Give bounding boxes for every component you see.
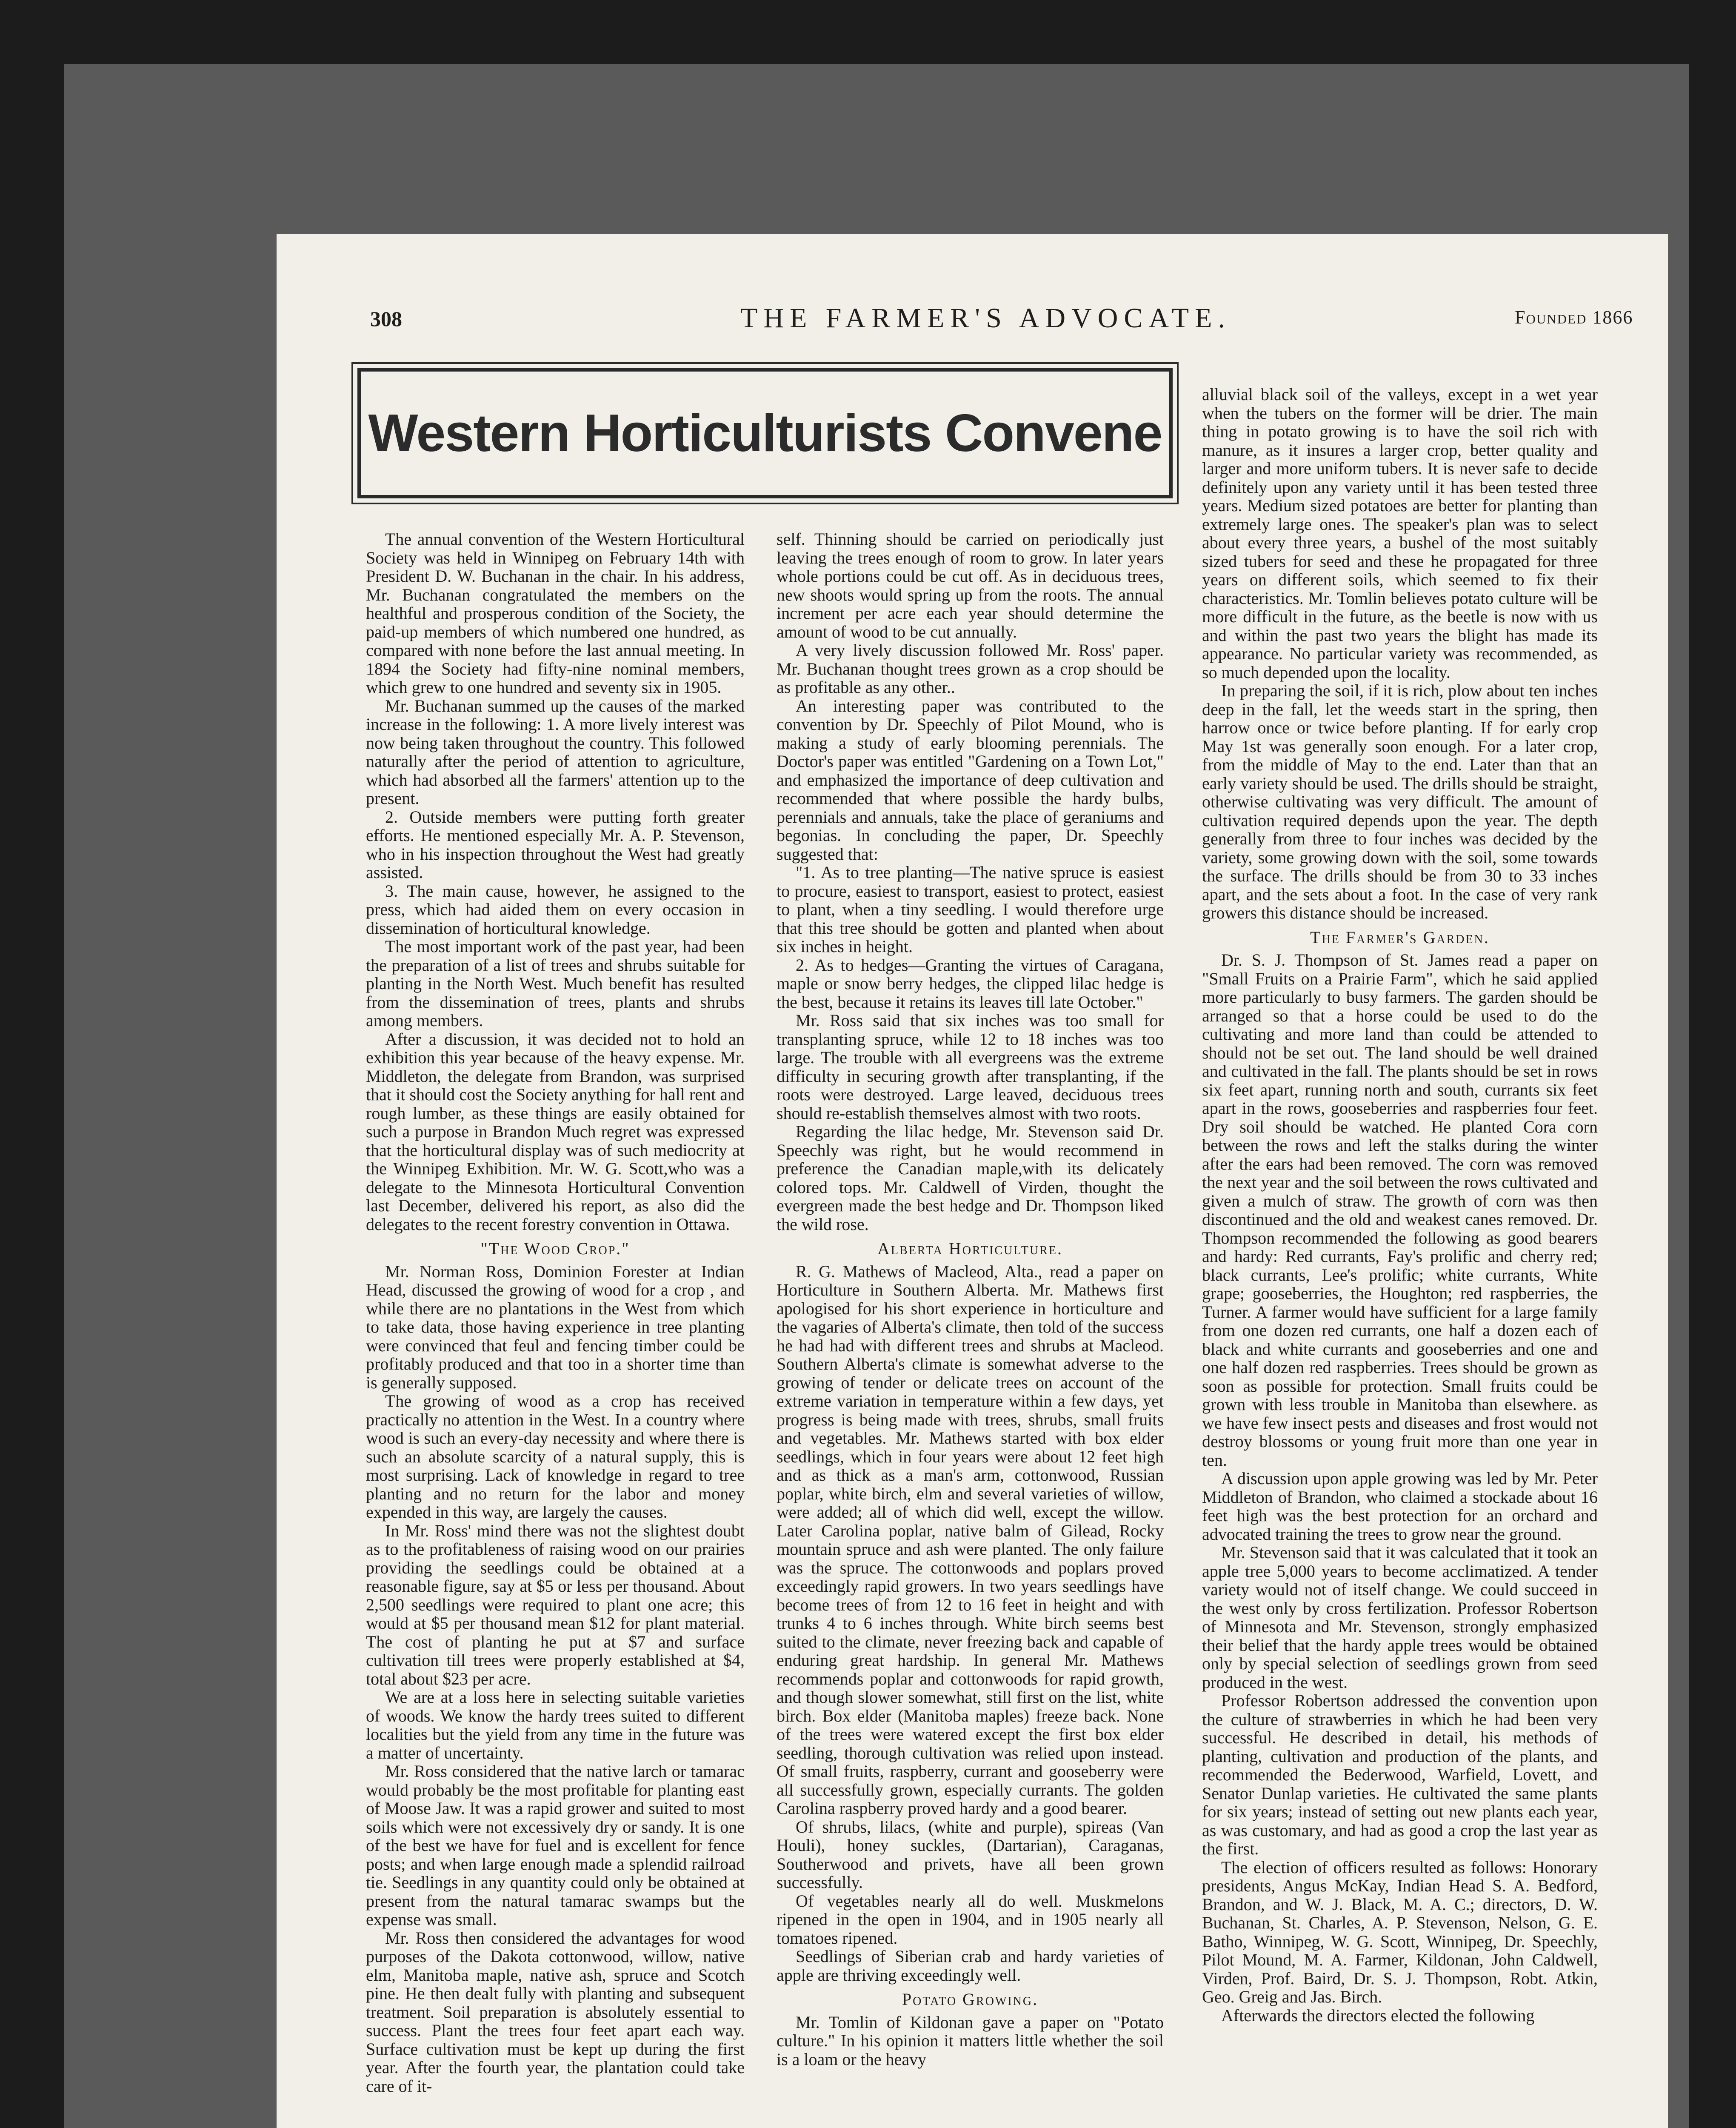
paragraph: Regarding the lilac hedge, Mr. Stevenson said Dr. Speechly was right, but he would recommend in preference the Canadian maple,with its delicately colored tops. Mr. Caldwell of Virden, thought the evergreen made the best hedge and Dr. Thompson liked the wild rose. [777,1122,1164,1234]
founded-note: Founded 1866 [1515,307,1633,328]
paragraph: A very lively discussion followed Mr. Ross' paper. Mr. Buchanan thought trees grown as a crop should be as profitable as any other.. [777,641,1164,697]
paragraph: Professor Robertson addressed the convention upon the culture of strawberries in which he had been very successful. He described in detail, his methods of planting, cultivation and production of the plants, and recommended the Bederwood, Warfield, Lovett, and Senator Dunlap varieties. He cultivated the same plants for six years; instead of setting out new plants each year, as was customary, and had as good a crop the last year as the first. [1202,1691,1598,1858]
paragraph: Seedlings of Siberian crab and hardy varieties of apple are thriving exceedingly well. [777,1947,1164,1985]
paragraph: Of vegetables nearly all do well. Muskmelons ripened in the open in 1904, and in 1905 nearly all tomatoes ripened. [777,1891,1164,1948]
paragraph: The growing of wood as a crop has received practically no attention in the West. In a country where wood is such an every-day necessity and where there is such an absolute scarcity of a natural supply, this is most surprising. Lack of knowledge in regard to tree planting and no return for the labor and money expended in this way, are largely the causes. [366,1391,745,1522]
paragraph: After a discussion, it was decided not to hold an exhibition this year because of the heavy expense. Mr. Middleton, the delegate from Brandon, was surprised that it should cost the Society anything for hall rent and rough lumber, as these things are easily obtained for such a purpose in Brandon Much regret was expressed that the horticultural display was of such mediocrity at the Winnipeg Exhibition. Mr. W. G. Scott,who was a delegate to the Minnesota Horticultural Convention last December, delivered his report, as also did the delegates to the recent forestry convention in Ottawa. [366,1029,745,1234]
paragraph: self. Thinning should be carried on periodically just leaving the trees enough of room to grow. In later years whole portions could be cut off. As in deciduous trees, new shoots would spring up from the roots. The annual increment per acre each year should determine the amount of wood to be cut annually. [777,529,1164,641]
section-heading: The Farmer's Garden. [1310,927,1490,947]
paragraph: The annual convention of the Western Horticultural Society was held in Winnipeg on February 14th with President D. W. Buchanan in the chair. In his address, Mr. Buchanan congratulated the members on the healthful and prosperous condition of the Society, the paid-up members of which numbered one hundred, as compared with none before the last annual meeting. In 1894 the Society had fifty-nine nominal members, which grew to one hundred and seventy six in 1905. [366,529,745,697]
paragraph: In Mr. Ross' mind there was not the slightest doubt as to the profitableness of raising wood on our prairies providing the seedlings could be obtained at a reasonable figure, say at $5 or less per thousand. About 2,500 seedlings were required to plant one acre; this would at $5 per thousand mean $12 for plant material. The cost of planting he put at $7 and surface cultivation till trees were properly established at $4, total about $23 per acre. [366,1521,745,1688]
section-heading: Potato Growing. [902,1990,1039,2009]
paragraph: In preparing the soil, if it is rich, plow about ten inches deep in the fall, let the weeds start in the spring, then harrow once or twice before planting. If for early crop May 1st was generally soon enough. For a later crop, from the middle of May to the end. Later than that an early variety should be used. The drills should be straight, otherwise cultivating was very difficult. The amount of cultivation required depends upon the year. The depth generally from three to four inches was decided by the variety, some growing down with the soil, some towards the surface. The drills should be from 30 to 33 inches apart, and the sets about a foot. In the case of very rank growers this distance should be increased. [1202,681,1598,922]
paragraph: Afterwards the directors elected the following [1221,2005,1535,2025]
paragraph: alluvial black soil of the valleys, except in a wet year when the tubers on the former will be drier. The main thing in potato growing is to have the soil rich with manure, as it insures a larger crop, better quality and larger and more uniform tubers. It is never safe to decide definitely upon any variety until it has been tested three years. Medium sized potatoes are better for planting than extremely large ones. The speaker's plan was to select about every three years, a bushel of the most suitably sized tubers for seed and these he propagated for three years on different soils, which seemed to fix their characteristics. Mr. Tomlin believes potato culture will be more difficult in the future, as the beetle is now with us and within the past two years the blight has made its appearance. No particular variety was recommended, as so much depended upon the locality. [1202,385,1598,682]
paragraph: Mr. Buchanan summed up the causes of the marked increase in the following: 1. A more lively interest was now being taken throughout the country. This followed naturally after the period of attention to agriculture, which had absorbed all the farmers' attention up to the present. [366,696,745,808]
paragraph: 2. Outside members were putting forth greater efforts. He mentioned especially Mr. A. P. Stevenson, who in his inspection throughout the West had greatly assisted. [366,807,745,882]
paragraph: A discussion upon apple growing was led by Mr. Peter Middleton of Brandon, who claimed a stockade about 16 feet high was the best protection for an orchard and advocated training the trees to grow near the ground. [1202,1469,1598,1544]
journal-title: THE FARMER'S ADVOCATE. [740,303,1231,334]
paragraph: Mr. Ross considered that the native larch or tamarac would probably be the most profitable for planting east of Moose Jaw. It was a rapid grower and suited to most soils which were not excessively dry or sandy. It is one of the best we have for fuel and is excellent for fence posts; and when large enough made a splendid railroad tie. Seedlings in any quantity could only be obtained at present from the natural tamarac swamps but the expense was small. [366,1762,745,1929]
column-2 [777,530,1164,2068]
column-1 [366,530,745,2095]
paragraph: We are at a loss here in selecting suitable varieties of woods. We know the hardy trees suited to different localities but the yield from any time in the future was a matter of uncertainty. [366,1688,745,1762]
paragraph: R. G. Mathews of Macleod, Alta., read a paper on Horticulture in Southern Alberta. Mr. Mathews first apologised for his short experience in horticulture and the vagaries of Alberta's climate, then told of the success he had had with different trees and shrubs at Macleod. Southern Alberta's climate is somewhat adverse to the growing of tender or delicate trees on account of the extreme variation in temperature within a few days, yet progress is being made with trees, shrubs, small fruits and vegetables. Mr. Mathews started with box elder seedlings, which in four years were about 12 feet high and as thick as a man's arm, cottonwood, Russian poplar, white birch, elm and several varieties of willow, were added; all of which did well, except the willow. Later Carolina poplar, native balm of Gilead, Rocky mountain spruce and ash were planted. The only failure was the spruce. The cottonwoods and poplars proved exceedingly rapid growers. In two years seedlings have become trees of from 12 to 16 feet in height and with trunks 4 to 6 inches through. White birch seems best suited to the climate, never freezing back and capable of enduring great hardship. In general Mr. Mathews recommends poplar and cottonwoods for rapid growth, and though slower somewhat, still first on the list, white birch. Box elder (Manitoba maples) freeze back. None of the trees were watered except the first box elder seedling, thorough cultivation was relied upon instead. Of small fruits, raspberry, currant and gooseberry were all successfully grown, especially currants. The golden Carolina raspberry proved hardy and a good bearer. [777,1261,1164,1818]
page-number: 308 [370,307,402,331]
paragraph: 3. The main cause, however, he assigned to the press, which had aided them on every occasion in dissemination of horticultural knowledge. [366,881,745,938]
paragraph: 2. As to hedges—Granting the virtues of Caragana, maple or snow berry hedges, the clipped lilac hedge is the best, because it retains its leaves till late October." [777,955,1164,1012]
paragraph: Mr. Stevenson said that it was calculated that it took an apple tree 5,000 years to become acclimatized. A tender variety would not of itself change. We could succeed in the west only by cross fertilization. Professor Robertson of Minnesota and Mr. Stevenson, strongly emphasized their belief that the hardy apple trees would be obtained only by special selection of seedlings grown from seed produced in the west. [1202,1543,1598,1692]
article-title: Western Horticulturists Convene [368,404,1162,463]
column-3 [1202,385,1598,2025]
paragraph: Of shrubs, lilacs, (white and purple), spireas (Van Houli), honey suckles, (Dartarian), Caraganas, Southerwood and privets, have all been grown successfully. [777,1817,1164,1892]
paragraph: Mr. Ross said that six inches was too small for transplanting spruce, while 12 to 18 inches was too large. The trouble with all evergreens was the extreme difficulty in securing growth after transplanting, if the roots were destroyed. Large leaved, deciduous trees should re-establish themselves almost with two roots. [777,1011,1164,1123]
paragraph: Dr. S. J. Thompson of St. James read a paper on "Small Fruits on a Prairie Farm", which he said applied more particularly to busy farmers. The garden should be arranged so that a horse could be used to do the cultivating and more land than could be attended to should not be set out. The land should be well drained and cultivated in the fall. The plants should be set in rows six feet apart, running north and south, currants six feet apart in the rows, gooseberries and raspberries four feet. Dry soil should be watched. He planted Cora corn between the rows and left the stalks during the winter after the ears had been removed. The corn was removed the next year and the soil between the rows cultivated and given a mulch of straw. The growth of corn was then discontinued and the old and weakest canes removed. Dr. Thompson recommended the following as good bearers and hardy: Red currants, Fay's prolific and cherry red; black currants, Lee's prolific; white currants, White grape; gooseberries, the Houghton; red raspberries, the Turner. A farmer would have sufficient for a large family from one dozen red currants, one half a dozen each of black and white currants and gooseberries and one and one half dozen red raspberries. Trees should be grown as soon as possible for protection. Small fruits could be grown with less trouble in Manitoba than elsewhere. as we have few insect pests and diseases and frost would not destroy blossoms or young fruit more than one year in ten. [1202,950,1598,1470]
paragraph: Mr. Tomlin of Kildonan gave a paper on "Potato culture." In his opinion it matters little whether the soil is a loam or the heavy [777,2012,1164,2069]
paragraph: The election of officers resulted as follows: Honorary presidents, Angus McKay, Indian Head S. A. Bedford, Brandon, and W. J. Black, M. A. C.; directors, D. W. Buchanan, St. Charles, A. P. Stevenson, Nelson, G. E. Batho, Winnipeg, W. G. Scott, Winnipeg, Dr. Speechly, Pilot Mound, M. A. Farmer, Kildonan, John Caldwell, Virden, Prof. Baird, Dr. S. J. Thompson, Robt. Atkin, Geo. Greig and Jas. Birch. [1202,1857,1598,2006]
paragraph: Mr. Ross then considered the advantages for wood purposes of the Dakota cottonwood, willow, native elm, Manitoba maple, native ash, spruce and Scotch pine. He then dealt fully with planting and subsequent treatment. Soil preparation is absolutely essential to success. Plant the trees four feet apart each way. Surface cultivation must be kept up during the first year. After the fourth year, the plantation could take care of it- [366,1928,745,2096]
paragraph: An interesting paper was contributed to the convention by Dr. Speechly of Pilot Mound, who is making a study of early blooming perennials. The Doctor's paper was entitled "Gardening on a Town Lot," and emphasized the importance of deep cultivation and recommended that where possible the hardy bulbs, perennials and annuals, take the place of geraniums and begonias. In concluding the paper, Dr. Speechly suggested that: [777,696,1164,864]
paragraph: Mr. Norman Ross, Dominion Forester at Indian Head, discussed the growing of wood for a crop , and while there are no plantations in the West from which to take data, those having experience in tree planting were convinced that feul and fencing timber could be profitably produced and that too in a shorter time than is generally supposed. [366,1261,745,1392]
section-heading: Alberta Horticulture. [877,1239,1063,1258]
running-head [370,303,1668,358]
article-title-box [357,368,1173,498]
newspaper-page [277,234,1668,2128]
paragraph: "1. As to tree planting—The native spruce is easiest to procure, easiest to transport, easiest to protect, easiest to plant, when a tiny seedling. I would therefore urge that this tree should be gotten and planted when about six inches in height. [777,863,1164,956]
paragraph: The most important work of the past year, had been the preparation of a list of trees and shrubs suitable for planting in the North West. Much benefit has resulted from the dissemination of trees, plants and shrubs among members. [366,937,745,1030]
section-heading: "The Wood Crop." [480,1239,630,1258]
